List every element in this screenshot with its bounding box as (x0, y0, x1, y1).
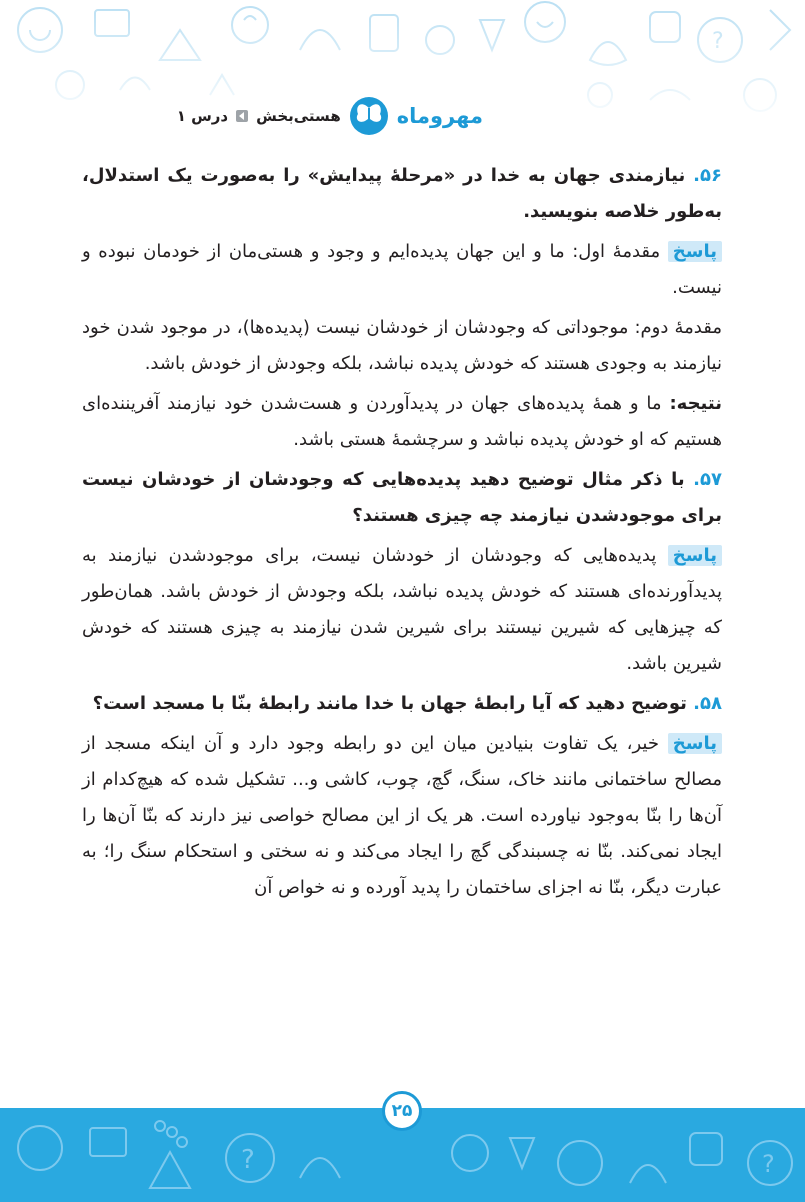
butterfly-logo-icon (349, 96, 389, 136)
answer-58 (82, 726, 722, 906)
result-label: نتیجه: (669, 393, 722, 414)
question-text: با ذکر مثال توضیح دهید پدیده‌هایی که وجودشان از خودشان نیست برای موجودشدن نیازمند چه چیزی هستند؟ (82, 469, 722, 526)
answer-label: پاسخ (668, 733, 722, 754)
question-58 (82, 686, 722, 722)
brand-name: مهروماه (396, 104, 483, 128)
page-header (177, 96, 483, 136)
question-number: ۵۶. (693, 165, 722, 186)
question-number: ۵۸. (693, 693, 722, 714)
lesson-title: هستی‌بخش (256, 107, 341, 125)
question-text: توضیح دهید که آیا رابطهٔ جهان با خدا مانند رابطهٔ بنّا با مسجد است؟ (92, 693, 687, 714)
result-text: ما و همهٔ پدیده‌های جهان در پدیدآوردن و هست‌شدن خود نیازمند آفریننده‌ای هستیم که او خودش پدیده نباشد و سرچشمهٔ هستی باشد. (82, 393, 722, 450)
question-number: ۵۷. (693, 469, 722, 490)
lesson-label: درس ۱ (176, 107, 229, 125)
svg-text:?: ? (762, 1150, 775, 1178)
answer-label: پاسخ (668, 241, 722, 262)
answer-57 (82, 538, 722, 682)
answer-56-result (82, 386, 722, 458)
question-text: نیازمندی جهان به خدا در «مرحلهٔ پیدایش» را به‌صورت یک استدلال، به‌طور خلاصه بنویسید. (82, 165, 722, 222)
answer-text: پدیده‌هایی که وجودشان از خودشان نیست، برای موجودشدن نیازمند به پدیدآورنده‌ای هستند که خودش پدیده نباشد، بلکه وجودش از خودش باشد. همان‌طور که چیزهایی که شیرین نیستند برای شیرین شدن نیازمند به چیزی هستند که خودش شیرین باشد. (82, 545, 722, 674)
lesson-separator-icon (236, 110, 248, 122)
answer-text: مقدمهٔ اول: ما و این جهان پدیده‌ایم و وجود و هستی‌مان از خودمان نبوده و نیست. (82, 241, 722, 298)
question-57 (82, 462, 722, 534)
page-content (82, 158, 722, 910)
answer-text: خیر، یک تفاوت بنیادین میان این دو رابطه وجود دارد و آن اینکه مسجد از مصالح ساختمانی مانند خاک، سنگ، گچ، چوب، کاشی و... تشکیل شده که هیچ‌کدام از آن‌ها را بنّا به‌وجود نیاورده است. هر یک از این مصالح خواصی نیز دارند که بنّا آن‌ها را ایجاد نمی‌کند. بنّا نه چسبندگی گچ را ایجاد می‌کند و نه سختی و استحکام سنگ را؛ به عبارت دیگر، بنّا نه اجزای ساختمان را پدید آورده و نه خواص آن (82, 733, 722, 898)
svg-text:?: ? (241, 1145, 255, 1175)
answer-56-premise-1 (82, 234, 722, 306)
page-number: ۲۵ (382, 1091, 422, 1131)
question-56 (82, 158, 722, 230)
answer-56-premise-2: مقدمهٔ دوم: موجوداتی که وجودشان از خودشان نیست (پدیده‌ها)، در موجود شدن خود نیازمند به وجودی هستند که خودش پدیده نباشد، بلکه وجودش از خودش باشد. (82, 317, 722, 374)
answer-label: پاسخ (668, 545, 722, 566)
